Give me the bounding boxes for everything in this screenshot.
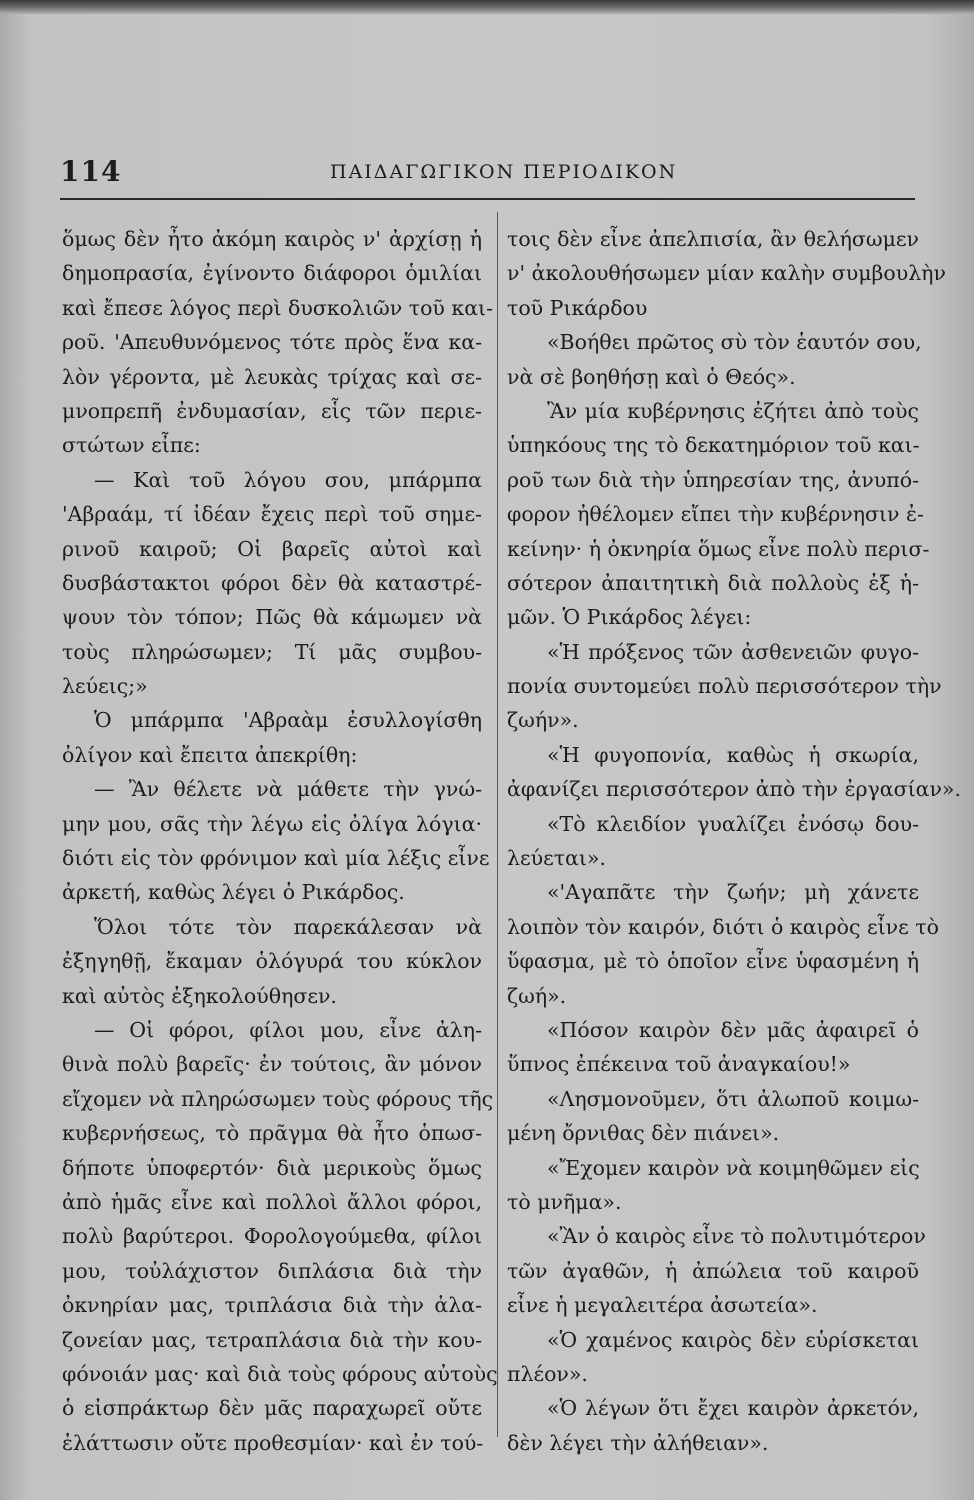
text-line: σότερον ἀπαιτητικὴ διὰ πολλοὺς ἐξ ἡ- bbox=[507, 570, 919, 595]
text-line: ὅμως δὲν ἦτο ἀκόμη καιρὸς ν' ἀρχίσῃ ἡ bbox=[62, 227, 482, 251]
text-line: θινὰ πολὺ βαρεῖς· ἐν τούτοις, ἂν μόνον bbox=[62, 1052, 482, 1077]
text-line: ὁ εἰσπράκτωρ δὲν μᾶς παραχωρεῖ οὔτε bbox=[62, 1396, 482, 1421]
text-line: ὕπνος ἐπέκεινα τοῦ ἀναγκαίου!» bbox=[507, 1052, 851, 1077]
text-line: «Ἂν ὁ καιρὸς εἶνε τὸ πολυτιμότερον bbox=[547, 1224, 926, 1249]
text-line: εἴχομεν νὰ πληρώσωμεν τοὺς φόρους τῆς bbox=[62, 1086, 494, 1111]
running-title: ΠΑΙΔΑΓΩΓΙΚΟΝ ΠΕΡΙΟΔΙΚΟΝ bbox=[330, 161, 678, 183]
text-line: ν' ἀκολουθήσωμεν μίαν καλὴν συμβουλὴν bbox=[507, 261, 946, 286]
text-line: ζωή». bbox=[507, 983, 567, 1008]
text-line: μένη ὄρνιθας δὲν πιάνει». bbox=[507, 1121, 780, 1146]
text-line: «Λησμονοῦμεν, ὅτι ἀλωποῦ κοιμω- bbox=[547, 1086, 919, 1111]
text-line: κυβερνήσεως, τὸ πρᾶγμα θὰ ἦτο ὁπωσ- bbox=[62, 1121, 482, 1146]
text-line: Ὁ μπάρμπα 'Αβραὰμ ἐσυλλογίσθη bbox=[94, 708, 482, 733]
text-line: τῶν ἀγαθῶν, ἡ ἀπώλεια τοῦ καιροῦ bbox=[507, 1258, 919, 1283]
text-line: ὑπηκόους της τὸ δεκατημόριον τοῦ και- bbox=[507, 433, 920, 458]
text-line: ἀφανίζει περισσότερον ἀπὸ τὴν ἐργασίαν». bbox=[507, 777, 961, 802]
text-line: «Τὸ κλειδίον γυαλίζει ἐνόσῳ δου- bbox=[547, 811, 919, 836]
text-line: — Ἂν θέλετε νὰ μάθετε τὴν γνώ- bbox=[94, 777, 482, 802]
text-line: τοις δὲν εἶνε ἀπελπισία, ἂν θελήσωμεν bbox=[507, 227, 919, 251]
text-line: «Ὁ χαμένος καιρὸς δὲν εὑρίσκεται bbox=[547, 1327, 919, 1352]
text-line: καὶ ἔπεσε λόγος περὶ δυσκολιῶν τοῦ και- bbox=[62, 295, 494, 320]
text-line: 'Αβραάμ, τί ἰδέαν ἔχεις περὶ τοῦ σημε- bbox=[62, 502, 482, 527]
text-line: πονία συντομεύει πολὺ περισσότερον τὴν bbox=[507, 674, 942, 699]
text-line: ζονείαν μας, τετραπλάσια διὰ τὴν κου- bbox=[62, 1327, 482, 1352]
text-line: μην μου, σᾶς τὴν λέγω εἰς ὀλίγα λόγια· bbox=[62, 811, 482, 836]
text-line: ζωήν». bbox=[507, 708, 579, 733]
text-line: «Ἡ φυγοπονία, καθὼς ἡ σκωρία, bbox=[547, 742, 919, 767]
text-line: «'Αγαπᾶτε τὴν ζωήν; μὴ χάνετε bbox=[547, 880, 919, 905]
text-line: λεύεται». bbox=[507, 846, 606, 871]
text-line: ρινοῦ καιροῦ; Οἱ βαρεῖς αὐτοὶ καὶ bbox=[62, 536, 482, 561]
text-line: δυσβάστακτοι φόροι δὲν θὰ καταστρέ- bbox=[62, 570, 482, 595]
text-line: «Ἡ πρόξενος τῶν ἀσθενειῶν φυγο- bbox=[547, 639, 919, 664]
text-line: τοῦ Ρικάρδου bbox=[507, 295, 648, 320]
text-line: «Βοήθει πρῶτος σὺ τὸν ἑαυτόν σου, bbox=[547, 330, 922, 355]
text-line: εἶνε ἡ μεγαλειτέρα ἀσωτεία». bbox=[507, 1293, 818, 1318]
text-line: στώτων εἶπε: bbox=[62, 433, 201, 458]
text-line: ὀλίγον καὶ ἔπειτα ἀπεκρίθη: bbox=[62, 742, 358, 767]
text-line: ἐξηγηθῇ, ἔκαμαν ὁλόγυρά του κύκλον bbox=[62, 949, 482, 974]
text-line: πολὺ βαρύτεροι. Φορολογούμεθα, φίλοι bbox=[62, 1224, 482, 1249]
text-line: ὀκνηρίαν μας, τριπλάσια διὰ τὴν ἀλα- bbox=[62, 1293, 482, 1318]
header-rule bbox=[60, 198, 915, 200]
text-line: πλέον». bbox=[507, 1361, 588, 1386]
text-line: ἀρκετή, καθὼς λέγει ὁ Ρικάρδος. bbox=[62, 880, 405, 905]
text-line: μῶν. Ὁ Ρικάρδος λέγει: bbox=[507, 605, 752, 630]
text-line: διότι εἰς τὸν φρόνιμον καὶ μία λέξις εἶνε bbox=[62, 846, 490, 871]
text-line: καὶ αὐτὸς ἐξηκολούθησεν. bbox=[62, 983, 337, 1008]
text-line: «Ὁ λέγων ὅτι ἔχει καιρὸν ἀρκετόν, bbox=[547, 1396, 919, 1421]
text-line: δήποτε ὑποφερτόν· διὰ μερικοὺς ὅμως bbox=[62, 1155, 482, 1180]
text-line: Ὅλοι τότε τὸν παρεκάλεσαν νὰ bbox=[94, 914, 482, 939]
column-divider bbox=[497, 212, 498, 1437]
right-column bbox=[507, 222, 961, 1460]
text-line: μου, τοὐλάχιστον διπλάσια διὰ τὴν bbox=[62, 1258, 482, 1283]
text-line: ἐλάττωσιν οὔτε προθεσμίαν· καὶ ἐν τού- bbox=[62, 1430, 484, 1455]
text-line: ἀπὸ ἡμᾶς εἶνε καὶ πολλοὶ ἄλλοι φόροι, bbox=[62, 1189, 482, 1214]
text-line: μνοπρεπῆ ἐνδυμασίαν, εἷς τῶν περιε- bbox=[62, 398, 482, 423]
text-line: «Ἔχομεν καιρὸν νὰ κοιμηθῶμεν εἰς bbox=[547, 1155, 920, 1180]
page-top-edge bbox=[0, 0, 974, 14]
text-line: δημοπρασία, ἐγίνοντο διάφοροι ὁμιλίαι bbox=[62, 261, 482, 286]
left-column bbox=[62, 222, 498, 1460]
text-line: ὕφασμα, μὲ τὸ ὁποῖον εἶνε ὑφασμένη ἡ bbox=[507, 949, 919, 974]
text-line: τοὺς πληρώσωμεν; Τί μᾶς συμβου- bbox=[62, 639, 482, 664]
text-line: Ἂν μία κυβέρνησις ἐζήτει ἀπὸ τοὺς bbox=[547, 398, 919, 423]
text-line: — Καὶ τοῦ λόγου σου, μπάρμπα bbox=[94, 467, 482, 492]
text-line: φόνοιάν μας· καὶ διὰ τοὺς φόρους αὐτοὺς bbox=[62, 1361, 498, 1386]
text-line: λὸν γέροντα, μὲ λευκὰς τρίχας καὶ σε- bbox=[62, 364, 482, 389]
text-line: τὸ μνῆμα». bbox=[507, 1189, 622, 1214]
page-number: 114 bbox=[60, 155, 122, 188]
text-line: φορον ἠθέλομεν εἴπει τὴν κυβέρνησιν ἐ- bbox=[507, 502, 924, 527]
text-line: — Οἱ φόροι, φίλοι μου, εἶνε ἀλη- bbox=[94, 1017, 482, 1042]
text-line: λεύεις;» bbox=[62, 674, 148, 699]
text-line: «Πόσον καιρὸν δὲν μᾶς ἀφαιρεῖ ὁ bbox=[547, 1017, 919, 1042]
text-line: ροῦ των διὰ τὴν ὑπηρεσίαν της, ἀνυπό- bbox=[507, 467, 919, 492]
text-line: λοιπὸν τὸν καιρόν, διότι ὁ καιρὸς εἶνε τὸ bbox=[507, 914, 939, 939]
text-line: ροῦ. 'Απευθυνόμενος τότε πρὸς ἕνα κα- bbox=[62, 330, 482, 355]
text-line: νὰ σὲ βοηθήσῃ καὶ ὁ Θεός». bbox=[507, 364, 796, 389]
text-line: δὲν λέγει τὴν ἀλήθειαν». bbox=[507, 1430, 769, 1455]
page-header bbox=[0, 155, 974, 195]
text-line: κείνην· ἡ ὀκνηρία ὅμως εἶνε πολὺ περισ- bbox=[507, 536, 930, 561]
text-line: ψουν τὸν τόπον; Πῶς θὰ κάμωμεν νὰ bbox=[62, 605, 482, 630]
